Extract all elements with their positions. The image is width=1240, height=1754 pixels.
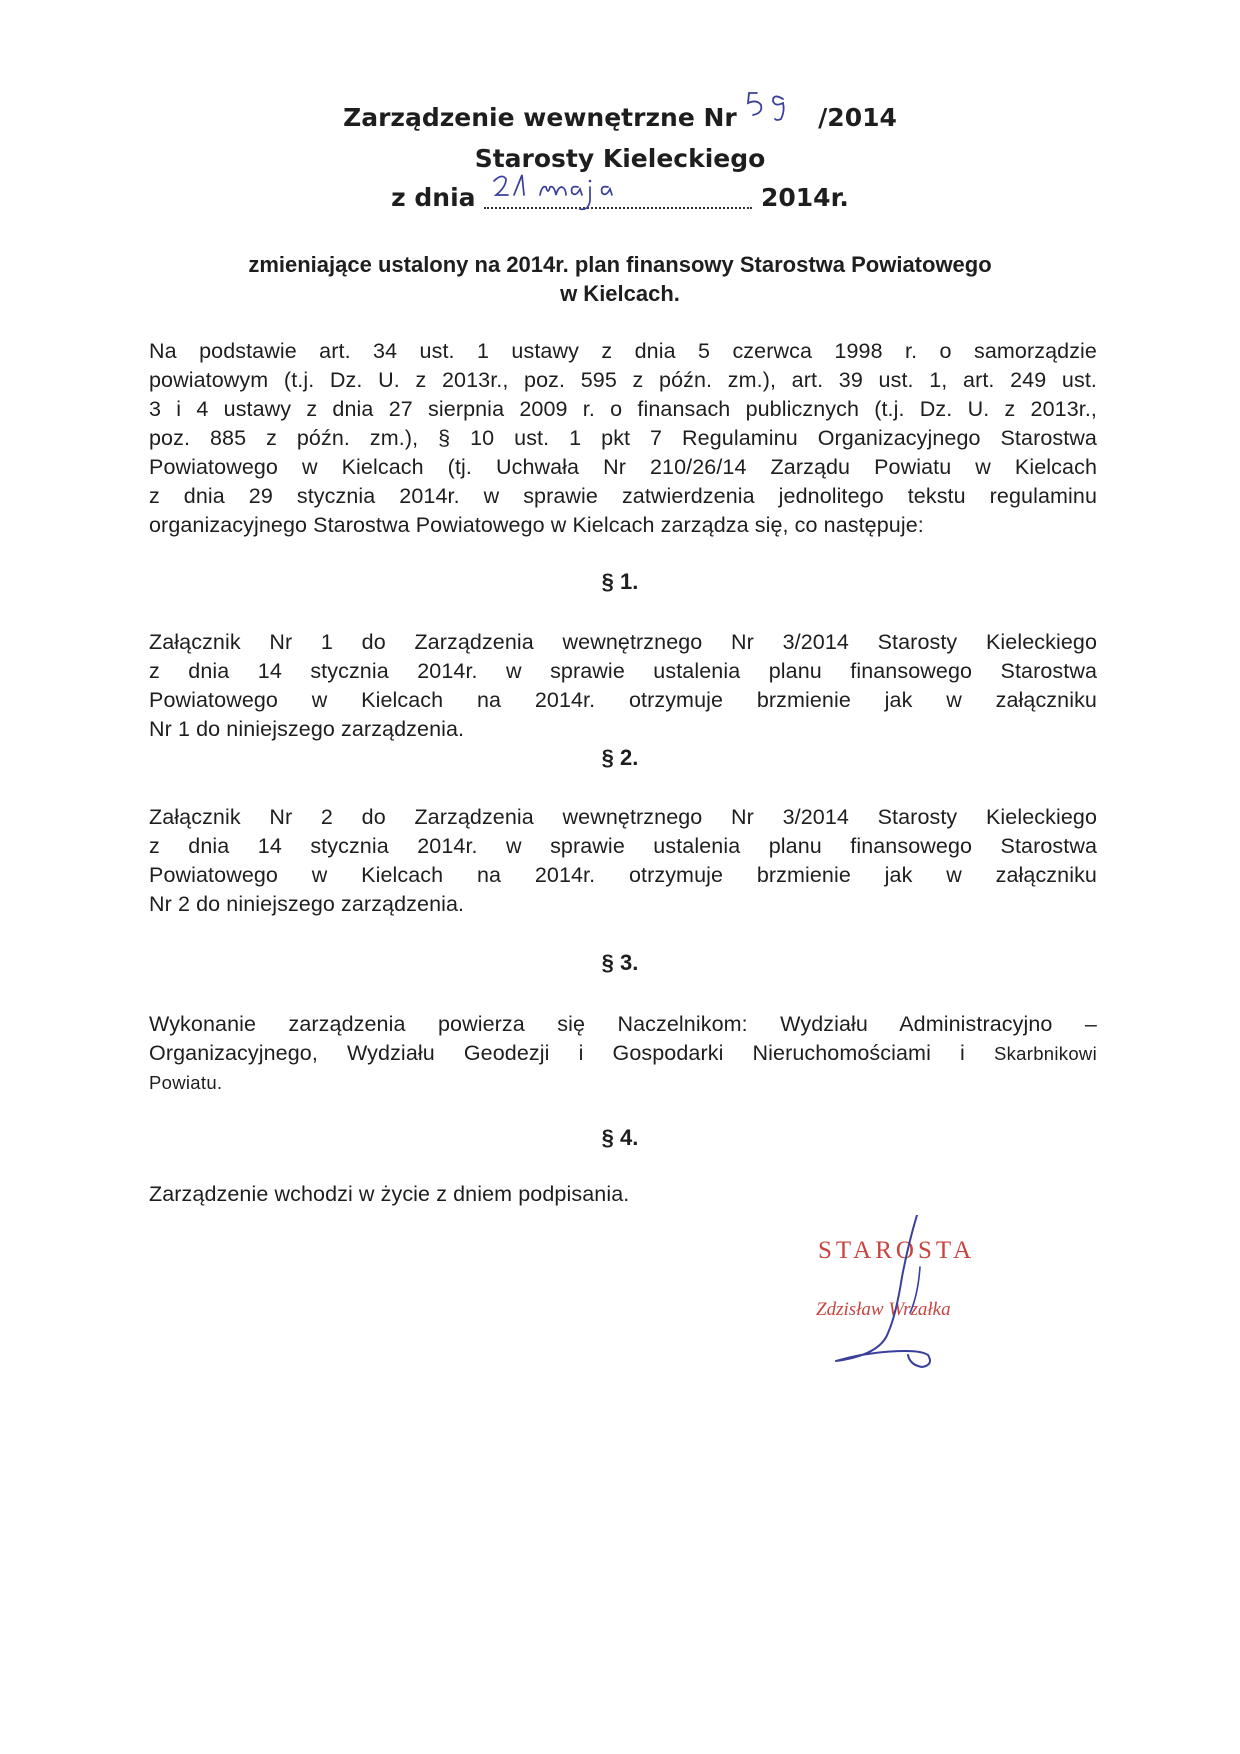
preamble-line: Na podstawie art. 34 ust. 1 ustawy z dnia 5 czerwca 1998 r. o samorządzie [149,339,1097,363]
signature-ink [810,1215,1010,1375]
section-line-tail: Skarbnikowi [993,1043,1097,1064]
section-line: Nr 2 do niniejszego zarządzenia. [149,892,465,916]
preamble-line: Powiatowego w Kielcach (tj. Uchwała Nr 210/26/14 Zarządu Powiatu w Kielcach [149,455,1097,479]
section-line: Wykonanie zarządzenia powierza się Naczelnikom: Wydziału Administracyjno – [149,1012,1097,1036]
handwritten-number-ink [745,85,809,125]
section-line: Powiatowego w Kielcach na 2014r. otrzymuje brzmienie jak w załączniku [149,688,1097,712]
section-line: z dnia 14 stycznia 2014r. w sprawie ustalenia planu finansowego Starostwa [149,834,1097,858]
section-line: Powiatu. [149,1072,223,1093]
date-line [0,183,1240,213]
section-line: Nr 1 do niniejszego zarządzenia. [149,717,465,741]
title-prefix: Zarządzenie wewnętrzne Nr [343,103,737,132]
handwritten-date [484,183,752,209]
preamble-line: 3 i 4 ustawy z dnia 27 sierpnia 2009 r. o finansach publicznych (t.j. Dz. U. z 2013r., [149,397,1097,421]
stamp-name: Zdzisław Wrzałka [816,1299,951,1320]
document-title [0,103,1240,142]
preamble-line: organizacyjnego Starostwa Powiatowego w Kielcach zarządza się, co następuje: [149,513,924,537]
subject-line-2: w Kielcach. [560,281,680,306]
preamble [149,337,1097,540]
preamble-line: z dnia 29 stycznia 2014r. w sprawie zatwierdzenia jednolitego tekstu regulaminu [149,484,1097,508]
section-2-heading: § 2. [601,745,639,770]
section-line: Zarządzenie wchodzi w życie z dniem podpisania. [149,1182,630,1206]
section-3-heading: § 3. [601,950,639,975]
date-prefix: z dnia [391,183,476,212]
section-1-heading: § 1. [601,569,639,594]
section-line-with-tail: Organizacyjnego, Wydziału Geodezji i Gospodarki Nieruchomościami i Skarbnikowi [149,1041,1097,1065]
section-line: Powiatowego w Kielcach na 2014r. otrzymuje brzmienie jak w załączniku [149,863,1097,887]
section-line: Załącznik Nr 2 do Zarządzenia wewnętrznego Nr 3/2014 Starosty Kieleckiego [149,805,1097,829]
subject-line-1: zmieniające ustalony na 2014r. plan finansowy Starostwa Powiatowego [248,252,992,277]
section-1-body [149,628,1097,744]
preamble-line: poz. 885 z późn. zm.), § 10 ust. 1 pkt 7 Regulaminu Organizacyjnego Starostwa [149,426,1097,450]
starosta-stamp [810,1215,1010,1375]
preamble-line: powiatowym (t.j. Dz. U. z 2013r., poz. 595 z późn. zm.), art. 39 ust. 1, art. 249 ust. [149,368,1097,392]
section-3-body [149,1010,1097,1097]
issuer-line: Starosty Kieleckiego [474,144,766,173]
handwritten-date-ink [492,171,662,215]
stamp-title: STAROSTA [818,1237,976,1264]
section-4-heading: § 4. [601,1125,639,1150]
section-2-body [149,803,1097,919]
section-line: Załącznik Nr 1 do Zarządzenia wewnętrznego Nr 3/2014 Starosty Kieleckiego [149,630,1097,654]
date-suffix: 2014r. [760,183,849,212]
title-suffix: /2014 [818,103,897,132]
section-line: z dnia 14 stycznia 2014r. w sprawie ustalenia planu finansowego Starostwa [149,659,1097,683]
section-4-body [149,1180,1097,1209]
handwritten-number [745,103,809,142]
